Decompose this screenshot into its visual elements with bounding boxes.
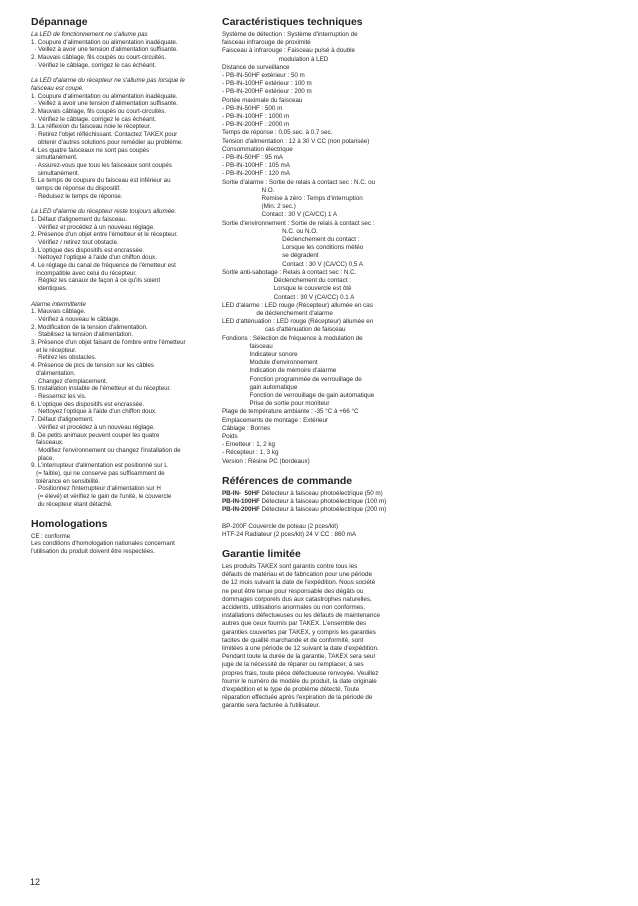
homologations-text: [31, 533, 216, 556]
text-line: Tension d'alimentation : 12 à 30 V CC (non polarisée): [222, 137, 370, 145]
text-line: Faisceau à infrarouge : Faisceau pulsé à double: [222, 47, 356, 55]
text-line: 9. L'interrupteur d'alimentation est positionné sur L: [31, 462, 168, 470]
text-line: La LED d'alarme du récepteur ne s'allume pas lorsque le: [31, 77, 185, 85]
text-line: faisceau: [222, 342, 273, 350]
reference-description: Détecteur à faisceau photoélectrique (50 m): [259, 489, 383, 497]
text-line: · Retirez l'objet réfléchissant. Contactez TAKEX pour: [31, 131, 178, 139]
text-line: 1. Coupure d'alimentation ou alimentation inadéquate.: [31, 38, 178, 46]
text-line: 2. Modification de la tension d'alimentation.: [31, 323, 148, 331]
text-line: · Nettoyez l'optique à l'aide d'un chiffon doux.: [31, 254, 157, 262]
text-line: Les produits TAKEX sont garantis contre tous les: [222, 562, 358, 570]
text-line: 2. Mauvais câblage, fils coupés ou court-circuités.: [31, 108, 167, 116]
text-line: 3. Présence d'un objet faisant de l'ombre entre l'émetteur: [31, 339, 186, 347]
text-line: Sortie d'environnement : Sortie de relais à contact sec :: [222, 219, 375, 227]
text-line: Contact : 30 V (CA/CC) 0.1 A: [222, 293, 355, 301]
text-line: Plage de température ambiante : -35 °C à +66 °C: [222, 408, 359, 416]
text-line: 6. L'optique des dispositifs est encrassée.: [31, 400, 145, 408]
text-line: 7. Défaut d'alignement.: [31, 416, 94, 424]
text-line: 5. Installation instable de l'émetteur et du récepteur.: [31, 385, 171, 393]
text-line: Emplacements de montage : Extérieur: [222, 416, 329, 424]
text-line: - PB-IN-50HF : 500 m: [222, 104, 283, 112]
text-line: ne peut être tenue pour responsable des dégâts ou: [222, 587, 364, 595]
text-line: Lorsque les conditions météo: [222, 244, 364, 252]
text-line: du récepteur étant détaché.: [31, 500, 113, 508]
text-line: tacites de qualité marchande et de conformité, sont: [222, 636, 364, 644]
text-line: place.: [31, 454, 55, 462]
text-line: Sortie d'alarme : Sortie de relais à contact sec : N.C. ou: [222, 178, 376, 186]
text-line: Déclenchement du contact :: [222, 236, 360, 244]
text-line: cas d'atténuation de faisceau: [222, 326, 346, 334]
text-line: Version : Résine PC (bordeaux): [222, 457, 310, 465]
text-line: 2. Mauvais câblage, fils coupés ou court-circuités.: [31, 54, 167, 62]
text-line: fournir le numéro de modèle du produit, la date originale: [222, 677, 377, 685]
page-number: 12: [30, 877, 41, 887]
text-line: Portée maximale du faisceau: [222, 96, 303, 104]
references-list: [222, 490, 417, 515]
text-line: faisceau infrarouge de proximité: [222, 39, 311, 47]
text-line: (= élevé) et vérifiez le gain de l'unité, le couvercle: [31, 493, 172, 501]
text-line: · Nettoyez l'optique à l'aide d'un chiffon doux.: [31, 408, 157, 416]
text-line: Lorsque le couvercle est ôté: [222, 285, 352, 293]
text-line: réparation effectuée après l'expiration de la période de: [222, 694, 373, 702]
text-line: Fondions : Sélection de fréquence à modulation de: [222, 334, 363, 342]
text-line: Sortie anti-sabotage : Relais à contact sec : N.C.: [222, 268, 357, 276]
text-line: · Stabilisez la tension d'alimentation.: [31, 331, 134, 339]
text-line: 1. Mauvais câblage.: [31, 308, 86, 316]
text-line: Indication de mémoire d'alarme: [222, 367, 337, 375]
text-line: · Vérifiez le câblage, corrigez le cas échéant.: [31, 61, 157, 69]
reference-code: PB-IN-200HF: [222, 506, 260, 514]
text-line: Contact : 30 V (CA/CC) 0,5 A: [222, 260, 363, 268]
troubleshoot-intermittent: [31, 301, 216, 509]
text-line: Déclenchement du contact :: [222, 277, 351, 285]
text-line: · Modifiez l'environnement ou changez l'installation de: [31, 446, 181, 454]
homologations-heading: Homologations: [31, 517, 108, 530]
text-line: gain automatique: [222, 383, 298, 391]
text-line: simultanément.: [31, 154, 78, 162]
text-line: - PB-IN-200HF : 120 mA: [222, 170, 290, 178]
garantie-heading: Garantie limitée: [222, 547, 301, 560]
depannage-heading: Dépannage: [31, 16, 88, 28]
text-line: obtenir d'autres solutions pour remédier au problème.: [31, 138, 183, 146]
text-line: limitées à une période de 12 suivant la date d'expédition.: [222, 645, 379, 652]
text-line: faisceau est coupé.: [31, 84, 84, 92]
text-line: modulation à LED: [222, 55, 329, 63]
text-line: · Positionnez l'interrupteur d'alimentation sur H: [31, 485, 161, 493]
text-line: Câblage : Bornes: [222, 424, 271, 432]
text-line: - PB-IN-50HF extérieur : 50 m: [222, 72, 305, 80]
text-line: · Vérifiez et procédez à un nouveau réglage.: [31, 423, 155, 431]
text-line: accidents, utilisations anormales ou non conformes,: [222, 603, 366, 611]
text-line: 3. L'optique des dispositifs est encrassée.: [31, 246, 145, 254]
text-line: · Vérifiez à nouveau le câblage.: [31, 315, 121, 323]
text-line: N.O.: [222, 186, 275, 194]
text-line: - PB-IN-100HF extérieur : 100 m: [222, 80, 312, 88]
text-line: Alarme intermittente: [31, 300, 86, 308]
text-line: de 12 mois suivant la date de l'expédition. Nous société: [222, 579, 376, 587]
reference-description: Détecteur à faisceau photoélectrique (100 m): [259, 497, 387, 505]
text-line: - PB-IN-200HF : 2000 m: [222, 121, 290, 129]
text-line: (Min. 2 sec.): [222, 203, 296, 211]
references-heading: Références de commande: [222, 474, 353, 487]
text-line: Contact : 30 V (CA/CC) 1 A: [222, 211, 338, 219]
text-line: 4. Présence de pics de tension sur les câbles: [31, 362, 154, 370]
text-line: de déclenchement d'alarme: [222, 309, 333, 317]
left-column: [31, 16, 216, 556]
text-line: installations défectueuses ou les défauts de maintenance: [222, 612, 380, 620]
text-line: 3. La réflexion du faisceau noie le récepteur.: [31, 123, 152, 131]
text-line: 1. Défaut d'alignement du faisceau.: [31, 215, 127, 223]
text-line: - PB-IN-200HF extérieur : 200 m: [222, 88, 312, 96]
text-line: juge de la nécessité de réparer ou remplacer, à ses: [222, 661, 364, 669]
text-line: 8. De petits animaux peuvent couper les quatre: [31, 431, 160, 439]
reference-item: [222, 490, 417, 498]
text-line: LED d'atténuation : LED rouge (Récepteur) allumée en: [222, 318, 374, 326]
text-line: - Emetteur : 1, 2 kg: [222, 441, 275, 449]
text-line: · Retirez les obstacles.: [31, 354, 97, 362]
text-line: · Vérifiez le câblage, corrigez le cas échéant.: [31, 115, 157, 123]
text-line: · Vérifiez et procédez à un nouveau réglage.: [31, 223, 155, 231]
text-line: 2. Présence d'un objet entre l'émetteur et le récepteur.: [31, 231, 178, 239]
text-line: CE : conforme: [31, 532, 71, 540]
text-line: · Assurez-vous que tous les faisceaux sont coupés: [31, 161, 172, 169]
text-line: Remise à zéro : Temps d'interruption: [222, 195, 363, 203]
text-line: Consommation électrique: [222, 145, 293, 153]
text-line: Fonction programmée de verrouillage de: [222, 375, 362, 383]
text-line: · Resserrez les vis.: [31, 393, 87, 400]
text-line: - PB-IN-100HF : 105 mA: [222, 162, 290, 170]
text-line: · Veillez à avoir une tension d'alimentation suffisante.: [31, 46, 178, 54]
reference-code: PB-IN- 50HF: [222, 489, 260, 497]
text-line: Prise de sortie pour moniteur: [222, 400, 330, 408]
text-line: autres que ceux fournis par TAKEX. L'ensemble des: [222, 620, 367, 628]
text-line: dommages corporels dus aux catastrophes naturelles,: [222, 595, 372, 603]
text-line: temps de réponse du dispositif.: [31, 185, 121, 193]
text-line: Les conditions d'homologation nationales concernant: [31, 540, 175, 548]
text-line: Système de détection : Système d'interruption de: [222, 31, 358, 38]
reference-item: [222, 498, 417, 506]
text-line: LED d'alarme : LED rouge (Récepteur) allumée en cas: [222, 301, 373, 309]
text-line: Module d'environnement: [222, 359, 318, 367]
text-line: Fonction de verrouillage de gain automatique: [222, 391, 375, 399]
text-line: - PB-IN-100HF : 1000 m: [222, 113, 290, 121]
text-line: d'alimentation.: [31, 369, 76, 377]
text-line: N.C. ou N.O.: [222, 227, 318, 235]
troubleshoot-alarm-led-off: [31, 77, 216, 200]
text-line: 4. Les quatre faisceaux ne sont pas coupés: [31, 146, 150, 154]
text-line: Temps de réponse : 0,05 sec. à 0,7 sec.: [222, 129, 333, 137]
text-line: · Réglez les canaux de façon à ce qu'ils soient: [31, 277, 161, 285]
troubleshoot-alarm-led-on: [31, 208, 216, 293]
text-line: Distance de surveillance: [222, 63, 290, 71]
right-column: [222, 16, 417, 711]
text-line: - Récepteur : 1, 3 kg: [222, 449, 279, 457]
text-line: Pendant toute la durée de la garantie, TAKEX sera seul: [222, 653, 375, 661]
reference-item: [222, 506, 417, 514]
text-line: · Changez d'emplacement.: [31, 377, 108, 385]
text-line: · Veillez à avoir une tension d'alimentation suffisante.: [31, 100, 178, 108]
text-line: l'utilisation du produit doivent être respectées.: [31, 547, 155, 555]
text-line: et le récepteur.: [31, 346, 77, 354]
text-line: identiques.: [31, 285, 68, 293]
text-line: (= faible), qui ne conserve pas suffisamment de: [31, 470, 165, 478]
specs-list: [222, 31, 417, 466]
text-line: HTF-24 Radiateur (2 pces/kit) 24 V CC : 860 mA: [222, 530, 357, 538]
troubleshoot-operation-led: [31, 31, 216, 70]
text-line: Poids: [222, 432, 238, 440]
text-line: 4. Le réglage du canal de fréquence de l'émetteur est: [31, 262, 176, 270]
reference-description: Détecteur à faisceau photoélectrique (200 m): [259, 506, 387, 514]
text-line: 5. Le temps de coupure du faisceau est inférieur au: [31, 177, 171, 185]
caracteristiques-heading: Caractéristiques techniques: [222, 16, 363, 28]
text-line: d'expédition et le type de problème détecté. Toute: [222, 686, 360, 694]
text-line: incompatible avec celui du récepteur.: [31, 269, 137, 277]
text-line: BP-200F Couvercle de poteau (2 pces/kit): [222, 522, 339, 530]
text-line: garantie sera facturée à l'utilisateur.: [222, 702, 321, 710]
text-line: La LED d'alarme du récepteur reste toujours allumée.: [31, 208, 177, 216]
text-line: Indicateur sonore: [222, 350, 298, 358]
text-line: propres frais, toute pièce défectueuse renvoyée. Veuillez: [222, 669, 379, 677]
text-line: 1. Coupure d'alimentation ou alimentation inadéquate.: [31, 92, 178, 100]
text-line: se dégradent: [222, 252, 319, 260]
text-line: · Vérifiez / retirez tout obstacle.: [31, 238, 119, 246]
accessories-list: [222, 523, 417, 539]
text-line: garanties couvertes par TAKEX, y compris les garanties: [222, 628, 376, 636]
text-line: - PB-IN-50HF : 95 mA: [222, 154, 283, 162]
text-line: défauts de matériau et de fabrication pour une période: [222, 571, 372, 579]
text-line: faisceaux.: [31, 439, 64, 447]
reference-code: PB-IN-100HF: [222, 497, 260, 505]
text-line: tolérance en sensibilité.: [31, 477, 100, 485]
text-line: · Réduisez le temps de réponse.: [31, 192, 123, 200]
text-line: simultanément.: [31, 169, 80, 177]
garantie-text: [222, 563, 417, 711]
text-line: La LED de fonctionnement ne s'allume pas: [31, 31, 148, 38]
